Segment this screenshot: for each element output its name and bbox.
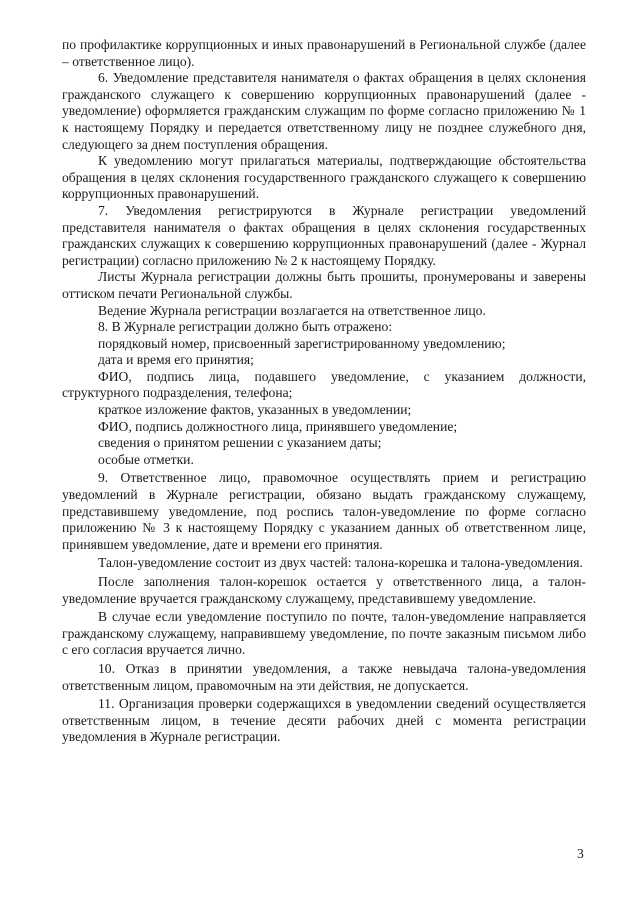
list-item: ФИО, подпись лица, подавшего уведомление, с указанием должности, структурного подразделения, телефона;: [62, 368, 586, 401]
paragraph-9-responsible-person: 9. Ответственное лицо, правомочное осуществлять прием и регистрацию уведомлений в Журнале регистрации, обязано выдать гражданскому служащему, представившему уведомление, под роспись талон-уведомление по форме согласно приложению № 3 к настоящему Порядку с указанием данных об ответственном лице, принявшем уведомление, дате и времени его принятия.: [62, 470, 586, 552]
list-item: особые отметки.: [98, 451, 194, 467]
paragraph-continuation: по профилактике коррупционных и иных правонарушений в Региональной службе (далее – ответственное лицо).: [62, 37, 586, 69]
paragraph-11-verification: 11. Организация проверки содержащихся в уведомлении сведений осуществляется ответственным лицом, в течение десяти рабочих дней с момента регистрации уведомления в Журнале регистрации.: [62, 696, 586, 745]
list-item: краткое изложение фактов, указанных в уведомлении;: [98, 402, 412, 418]
list-item: ФИО, подпись должностного лица, принявшего уведомление;: [98, 418, 458, 434]
paragraph-7-registration: 7. Уведомления регистрируются в Журнале регистрации уведомлений представителя нанимателя о фактах обращения в целях склонения государственных гражданских служащих к совершению коррупционных правонарушений (далее - Журнал регистрации) согласно приложению № 2 к настоящему Порядку.: [62, 202, 586, 268]
list-item: дата и время его принятия;: [98, 352, 254, 368]
paragraph-journal-keeping: Ведение Журнала регистрации возлагается на ответственное лицо.: [98, 302, 486, 318]
page-number: 3: [577, 846, 584, 861]
paragraph-journal-sheets: Листы Журнала регистрации должны быть прошиты, пронумерованы и заверены оттиском печати Региональной службы.: [62, 269, 586, 301]
paragraph-talon-handling: После заполнения талон-корешок остается у ответственного лица, а талон-уведомление вручается гражданскому служащему, представившему уведомление.: [62, 574, 586, 606]
paragraph-postal-delivery: В случае если уведомление поступило по почте, талон-уведомление направляется гражданскому служащему, направившему уведомление, по почте заказным письмом либо с его согласия вручается лично.: [62, 609, 586, 658]
paragraph-attachments: К уведомлению могут прилагаться материалы, подтверждающие обстоятельства обращения в целях склонения государственного гражданского служащего к совершению коррупционных правонарушений.: [62, 153, 586, 202]
paragraph-10-refusal: 10. Отказ в принятии уведомления, а также невыдача талона-уведомления ответственным лицом, правомочным на эти действия, не допускается.: [62, 660, 586, 693]
document-page: [62, 37, 586, 746]
list-item: порядковый номер, присвоенный зарегистрированному уведомлению;: [98, 335, 506, 351]
paragraph-talon-parts: Талон-уведомление состоит из двух частей: талона-корешка и талона-уведомления.: [98, 555, 583, 571]
paragraph-6-notification: 6. Уведомление представителя нанимателя о фактах обращения в целях склонения гражданского служащего к совершению коррупционных правонарушений (далее - уведомление) оформляется гражданским служащим по форме согласно приложению № 1 к настоящему Порядку и передается ответственному лицу не позднее служебного дня, следующего за днем поступления обращения.: [62, 70, 586, 152]
list-item: сведения о принятом решении с указанием даты;: [98, 435, 382, 451]
paragraph-8-journal-contents: 8. В Журнале регистрации должно быть отражено:: [98, 319, 393, 335]
